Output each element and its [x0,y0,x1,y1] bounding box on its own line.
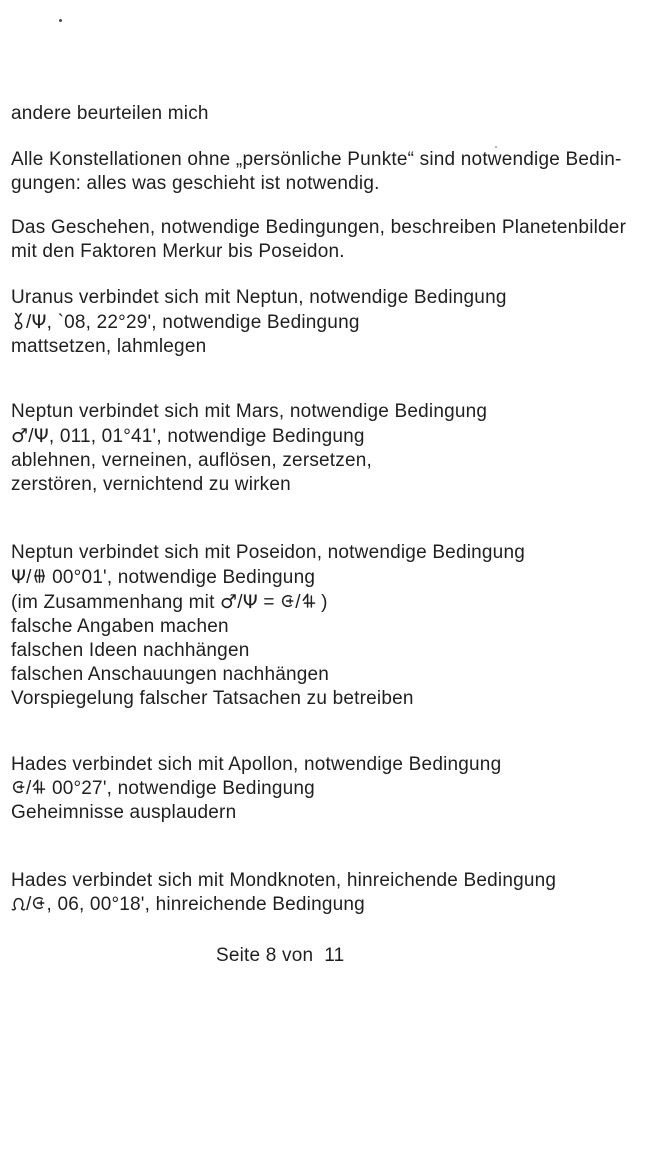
text-line: mattsetzen, lahmlegen [11,336,207,357]
block-hades-mondknoten [11,869,662,917]
poseidon-icon [32,566,47,586]
text-line: zerstören, vernichtend zu wirken [11,474,291,495]
mars-icon: ♂ [11,425,29,447]
text-line: Neptun verbindet sich mit Poseidon, notwendige Bedingung [11,542,525,563]
uranus-icon [11,311,26,331]
page-footer: Seite 8 von 11 [216,945,345,966]
text-line: andere beurteilen mich [11,103,209,124]
para-intro-1 [11,102,662,126]
text-line: Hades verbindet sich mit Apollon, notwendige Bedingung [11,754,502,775]
text-line: /Ψ, `08, 22°29', notwendige Bedingung [11,310,662,335]
text-line: Alle Konstellationen ohne „persönliche Punkte“ sind notwendige Bedin- [11,149,622,170]
text-line: ♂/Ψ, 011, 01°41', notwendige Bedingung [11,425,365,447]
para-intro-3 [11,216,662,264]
scan-speck [59,19,62,22]
hades-icon [31,893,46,913]
text-line: Uranus verbindet sich mit Neptun, notwendige Bedingung [11,287,507,308]
neptune-icon: Ψ [33,425,49,447]
para-intro-2 [11,148,662,196]
text-line: Vorspiegelung falscher Tatsachen zu betreiben [11,688,414,709]
apollon-icon [31,777,46,797]
text-line: falschen Ideen nachhängen [11,640,250,661]
block-hades-apollon [11,753,662,825]
text-line: mit den Faktoren Merkur bis Poseidon. [11,241,345,262]
text-line: Geheimnisse ausplaudern [11,802,237,823]
text-line: Neptun verbindet sich mit Mars, notwendige Bedingung [11,401,488,422]
text-line: Hades verbindet sich mit Mondknoten, hinreichende Bedingung [11,870,557,891]
mars-icon: ♂ [220,591,238,613]
hades-icon [11,777,26,797]
neptune-icon: Ψ [11,566,27,588]
moon-node-icon [11,893,26,913]
text-line: Das Geschehen, notwendige Bedingungen, beschreiben Planetenbilder [11,217,627,238]
hades-icon [280,591,295,611]
text-line: falschen Anschauungen nachhängen [11,664,330,685]
block-neptun-mars [11,400,662,497]
text-line: Ψ/ 00°01', notwendige Bedingung [11,566,316,588]
text-line: falsche Angaben machen [11,616,229,637]
text-line: / , 06, 00°18', hinreichende Bedingung [11,893,662,917]
neptune-icon: Ψ [31,311,47,333]
text-line: (im Zusammenhang mit ♂/Ψ = / ) [11,591,328,613]
block-uranus-neptun [11,286,662,359]
neptune-icon: Ψ [242,591,258,613]
text-line: / 00°27', notwendige Bedingung [11,777,662,801]
apollon-icon [301,591,316,611]
block-neptun-poseidon [11,541,662,711]
text-line: gungen: alles was geschieht ist notwendig. [11,173,380,194]
text-line: ablehnen, verneinen, auflösen, zersetzen, [11,450,372,471]
